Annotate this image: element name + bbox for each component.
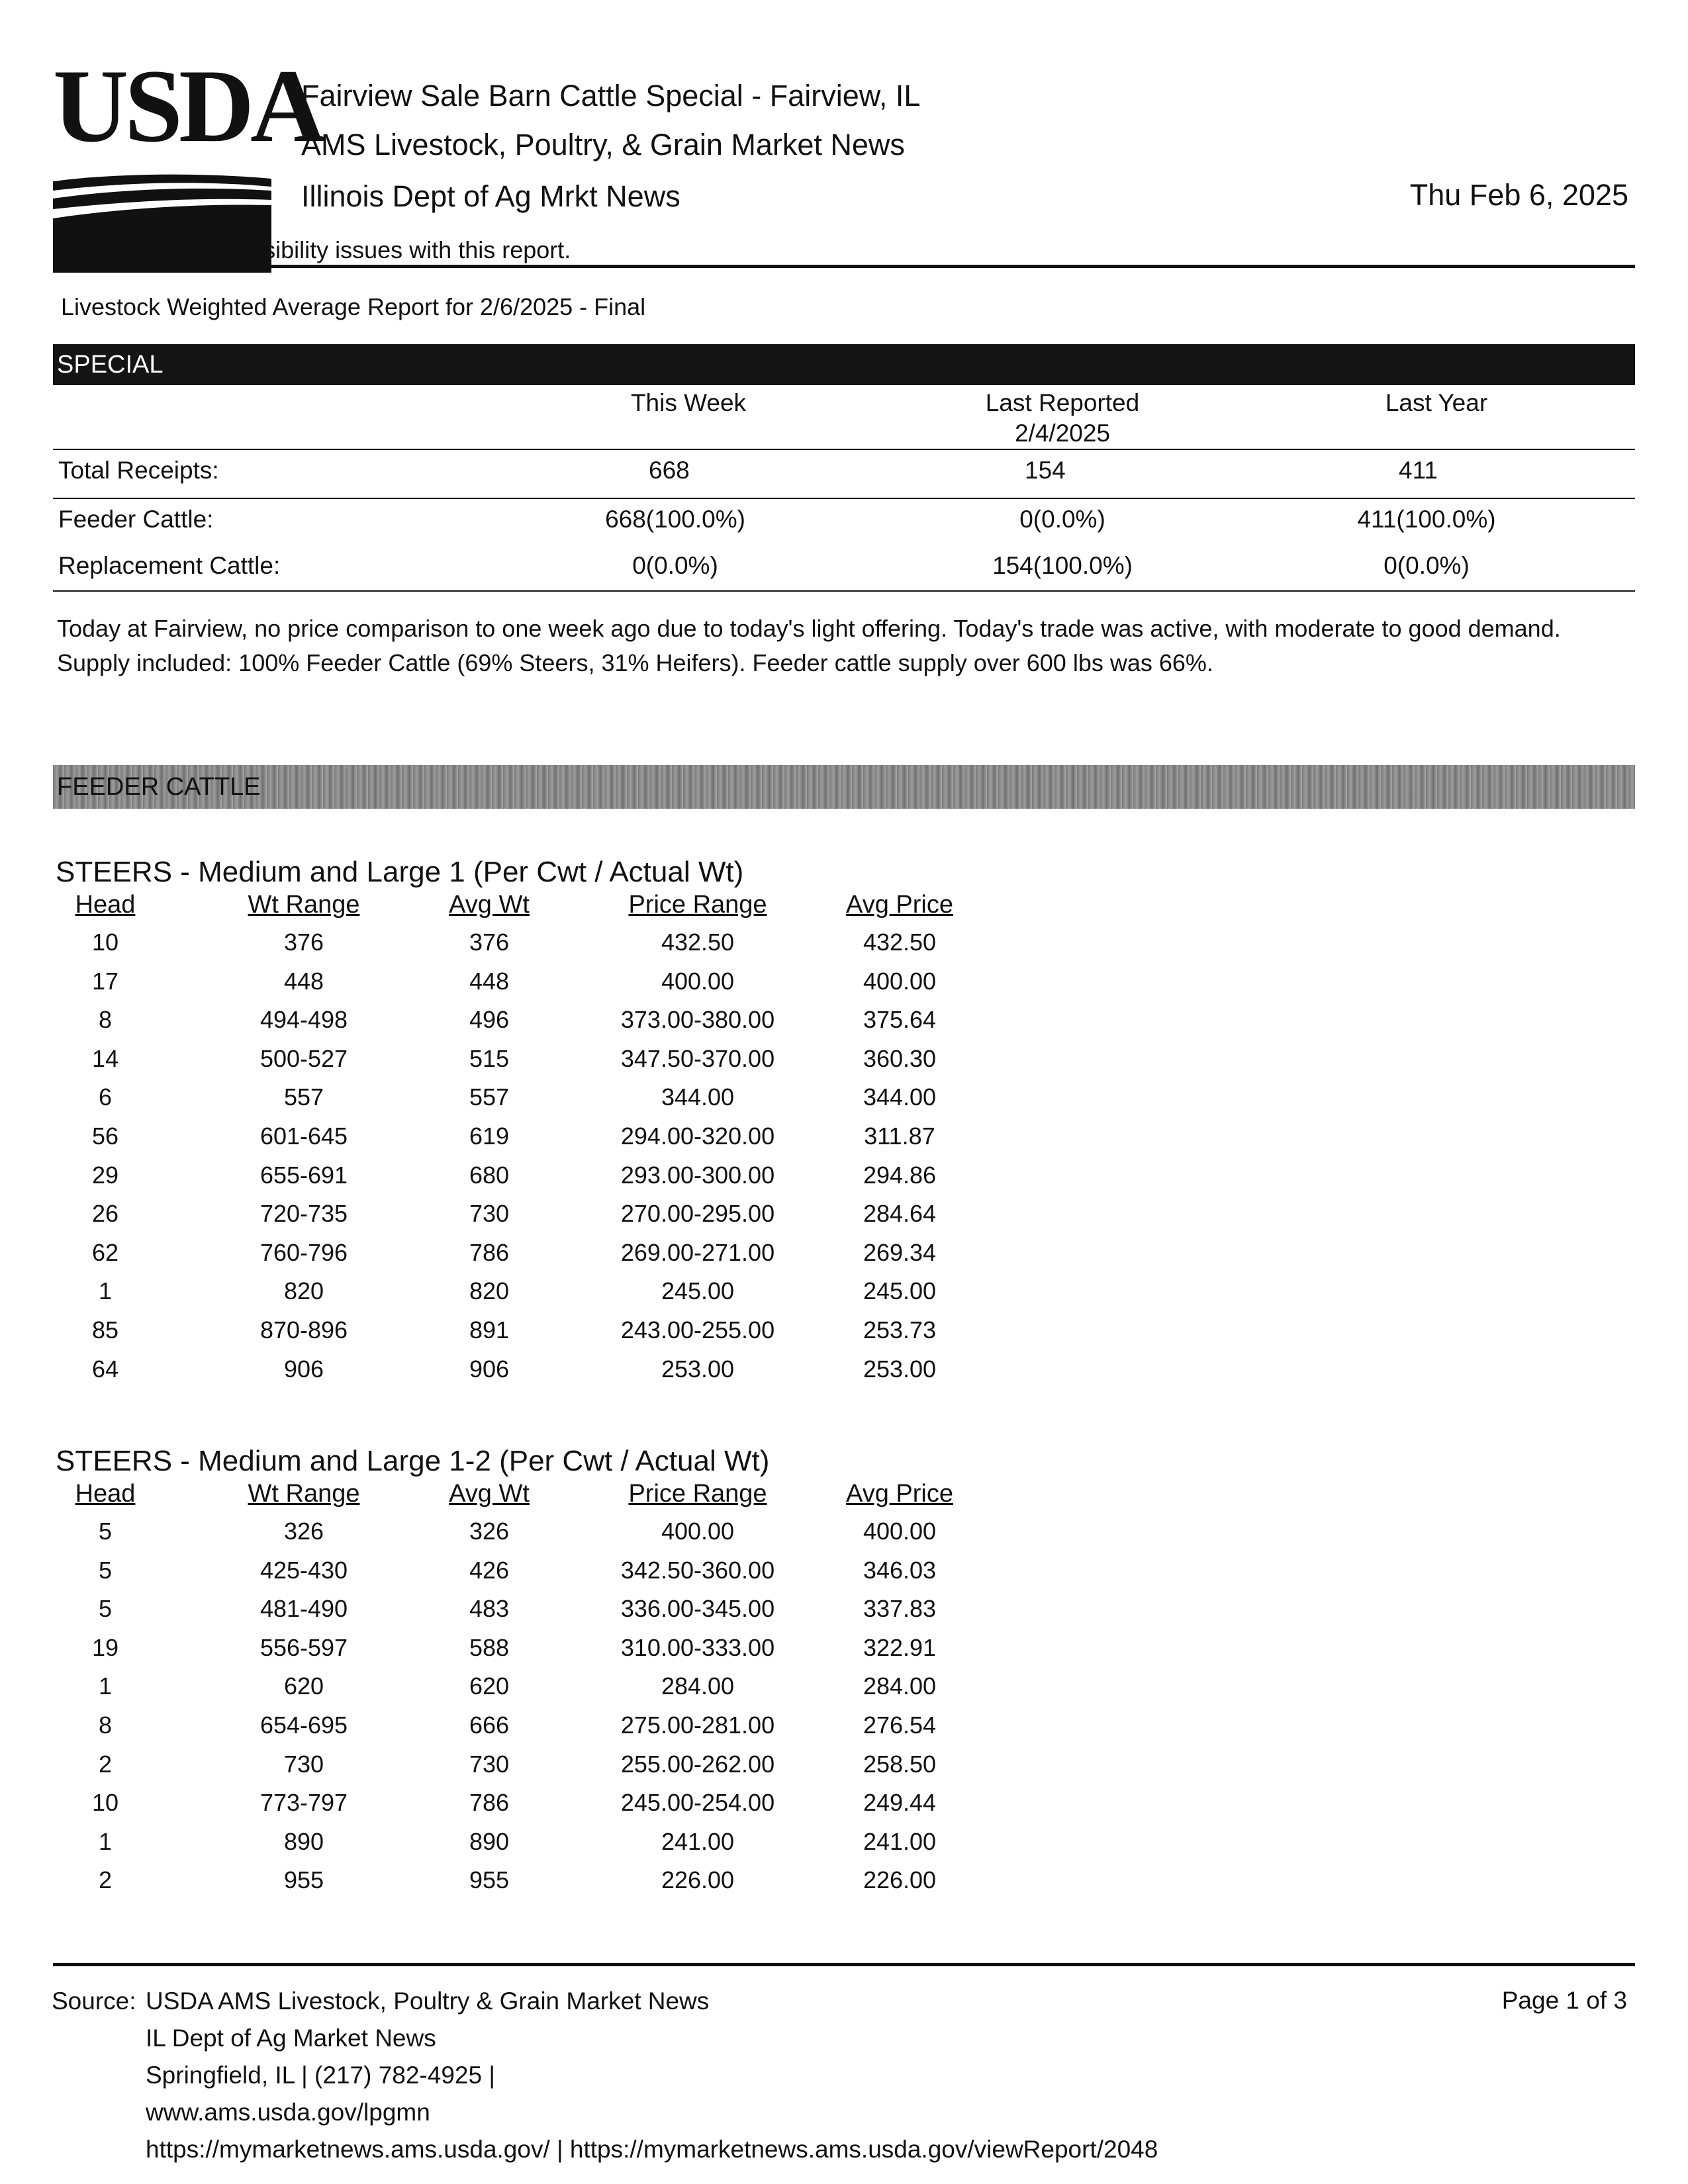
cell-head: 17 (91, 967, 119, 995)
table-row (56, 1080, 969, 1119)
cell-avg-wt: 557 (469, 1083, 510, 1111)
cell-head: 5 (98, 1556, 113, 1584)
col-header-last-year: Last Year (1385, 389, 1488, 416)
cell-price-range: 342.50-360.00 (620, 1556, 775, 1584)
cell-wt-range: 376 (283, 929, 324, 956)
cell-price-range: 344.00 (661, 1083, 735, 1111)
header-divider (53, 265, 1635, 268)
col-header-avg-wt: Avg Wt (449, 1480, 530, 1508)
replacement-cattle-this-week: 0(0.0%) (632, 552, 718, 579)
footer-source-label: Source: (52, 1987, 136, 2015)
feeder-cattle-section-bar (53, 765, 1635, 809)
cell-avg-price: 322.91 (863, 1633, 937, 1661)
cell-price-range: 336.00-345.00 (620, 1595, 775, 1623)
table-row (56, 964, 969, 1003)
table-row (56, 1747, 969, 1786)
cell-avg-wt: 483 (469, 1595, 510, 1623)
report-date: Thu Feb 6, 2025 (1409, 178, 1628, 212)
cell-avg-wt: 906 (469, 1355, 510, 1383)
cell-head: 1 (98, 1672, 113, 1700)
cell-head: 62 (91, 1238, 119, 1266)
table-row (56, 1786, 969, 1825)
cell-price-range: 400.00 (661, 1518, 735, 1545)
col-header-head: Head (75, 891, 136, 919)
cell-price-range: 270.00-295.00 (620, 1200, 775, 1228)
cell-avg-price: 337.83 (863, 1595, 937, 1623)
table-row (56, 1592, 969, 1631)
cell-wt-range: 773-797 (259, 1789, 348, 1817)
cell-avg-price: 226.00 (863, 1866, 937, 1894)
cell-price-range: 241.00 (661, 1827, 735, 1855)
col-header-avg-wt: Avg Wt (449, 891, 530, 919)
cell-wt-range: 326 (283, 1518, 324, 1545)
table-row (56, 1042, 969, 1081)
table-title-steers-1-2: STEERS - Medium and Large 1-2 (Per Cwt / Actual Wt) (56, 1445, 770, 1477)
summary-rule (53, 498, 1635, 499)
cell-head: 2 (98, 1750, 113, 1778)
cell-avg-price: 284.64 (863, 1200, 937, 1228)
cell-price-range: 243.00-255.00 (620, 1316, 775, 1343)
cell-avg-price: 241.00 (863, 1827, 937, 1855)
accessibility-email-link[interactable]: Email us with accessibility issues with this report. (54, 236, 571, 263)
cell-head: 8 (98, 1006, 113, 1034)
col-header-head: Head (75, 1480, 136, 1508)
cell-head: 2 (98, 1866, 113, 1894)
row-label-feeder-cattle: Feeder Cattle: (58, 506, 214, 533)
footer-website-link[interactable]: www.ams.usda.gov/lpgmn (146, 2099, 430, 2126)
table-row (56, 1863, 969, 1902)
summary-rule (53, 590, 1635, 592)
cell-avg-wt: 496 (469, 1006, 510, 1034)
page-number: Page 1 of 3 (1501, 1987, 1627, 2014)
total-receipts-this-week: 668 (649, 457, 690, 484)
cell-price-range: 400.00 (661, 967, 735, 995)
cell-avg-wt: 786 (469, 1238, 510, 1266)
cell-price-range: 269.00-271.00 (620, 1238, 775, 1266)
cell-price-range: 310.00-333.00 (620, 1633, 775, 1661)
cell-avg-wt: 680 (469, 1161, 510, 1189)
col-header-avg-price: Avg Price (846, 1480, 953, 1508)
cell-head: 10 (91, 1789, 119, 1817)
cell-avg-price: 360.30 (863, 1044, 937, 1072)
cell-wt-range: 760-796 (259, 1238, 348, 1266)
row-label-replacement-cattle: Replacement Cattle: (58, 552, 281, 579)
cell-avg-wt: 588 (469, 1633, 510, 1661)
cell-head: 1 (98, 1277, 113, 1305)
cell-avg-wt: 666 (469, 1711, 510, 1739)
cell-wt-range: 500-527 (259, 1044, 348, 1072)
table-row (56, 1003, 969, 1042)
cell-avg-wt: 730 (469, 1200, 510, 1228)
feeder-cattle-this-week: 668(100.0%) (605, 506, 745, 533)
cell-wt-range: 720-735 (259, 1200, 348, 1228)
footer-office-line: IL Dept of Ag Market News (146, 2025, 436, 2052)
col-header-price-range: Price Range (628, 891, 767, 919)
cell-avg-price: 294.86 (863, 1161, 937, 1189)
table-row (56, 1236, 969, 1275)
cell-avg-wt: 620 (469, 1672, 510, 1700)
cell-avg-wt: 619 (469, 1122, 510, 1150)
cell-avg-price: 245.00 (863, 1277, 937, 1305)
cell-avg-wt: 820 (469, 1277, 510, 1305)
table-row (56, 1825, 969, 1864)
cell-avg-wt: 891 (469, 1316, 510, 1343)
table-row (56, 925, 969, 964)
col-header-last-reported-date: 2/4/2025 (1014, 420, 1111, 447)
feeder-cattle-last-reported: 0(0.0%) (1019, 506, 1105, 533)
cell-price-range: 226.00 (661, 1866, 735, 1894)
table-row (56, 1553, 969, 1592)
cell-wt-range: 494-498 (259, 1006, 348, 1034)
table-row (56, 1197, 969, 1236)
cell-head: 5 (98, 1595, 113, 1623)
cell-avg-price: 253.73 (863, 1316, 937, 1343)
special-section-bar (53, 344, 1635, 385)
col-header-avg-price: Avg Price (846, 891, 953, 919)
cell-head: 1 (98, 1827, 113, 1855)
cell-wt-range: 955 (283, 1866, 324, 1894)
cell-avg-wt: 376 (469, 929, 510, 956)
cell-wt-range: 730 (283, 1750, 324, 1778)
table-row (56, 1352, 969, 1391)
cell-head: 5 (98, 1518, 113, 1545)
cell-avg-wt: 890 (469, 1827, 510, 1855)
cell-price-range: 373.00-380.00 (620, 1006, 775, 1034)
market-narrative: Today at Fairview, no price comparison to one week ago due to today's light offering. Today's trade was active, with moderate to good demand. Supply included: 100% Feeder Cattle (69% Steers, 31% Heifers). Feeder cattle supply over 600 lbs was 66%. (57, 615, 1561, 676)
cell-avg-price: 276.54 (863, 1711, 937, 1739)
cell-avg-wt: 426 (469, 1556, 510, 1584)
table-header-row (56, 1479, 969, 1518)
cell-wt-range: 556-597 (259, 1633, 348, 1661)
cell-avg-wt: 326 (469, 1518, 510, 1545)
cell-head: 56 (91, 1122, 119, 1150)
col-header-wt-range: Wt Range (248, 891, 360, 919)
report-title: Fairview Sale Barn Cattle Special - Fairview, IL (301, 79, 921, 113)
cell-wt-range: 655-691 (259, 1161, 348, 1189)
cell-price-range: 255.00-262.00 (620, 1750, 775, 1778)
table-header-row (56, 889, 969, 929)
cell-head: 85 (91, 1316, 119, 1343)
cell-avg-wt: 955 (469, 1866, 510, 1894)
cell-head: 26 (91, 1200, 119, 1228)
replacement-cattle-last-year: 0(0.0%) (1383, 552, 1470, 579)
total-receipts-last-reported: 154 (1025, 457, 1066, 484)
cell-price-range: 253.00 (661, 1355, 735, 1383)
feeder-cattle-last-year: 411(100.0%) (1357, 506, 1496, 533)
col-header-this-week: This Week (630, 389, 747, 416)
cell-avg-price: 258.50 (863, 1750, 937, 1778)
cell-avg-wt: 786 (469, 1789, 510, 1817)
cell-wt-range: 820 (283, 1277, 324, 1305)
row-label-total-receipts: Total Receipts: (58, 457, 219, 484)
report-subtitle: Livestock Weighted Average Report for 2/6/2025 - Final (61, 293, 646, 320)
cell-wt-range: 654-695 (259, 1711, 348, 1739)
cell-head: 14 (91, 1044, 119, 1072)
cell-price-range: 245.00-254.00 (620, 1789, 775, 1817)
cell-price-range: 245.00 (661, 1277, 735, 1305)
cell-price-range: 432.50 (661, 929, 735, 956)
cell-price-range: 347.50-370.00 (620, 1044, 775, 1072)
cell-wt-range: 906 (283, 1355, 324, 1383)
table-row (56, 1313, 969, 1352)
cell-wt-range: 425-430 (259, 1556, 348, 1584)
cell-head: 64 (91, 1355, 119, 1383)
table-title-steers-1: STEERS - Medium and Large 1 (Per Cwt / Actual Wt) (56, 856, 744, 888)
cell-price-range: 275.00-281.00 (620, 1711, 775, 1739)
feeder-cattle-section-label: FEEDER CATTLE (57, 773, 261, 801)
usda-logo (53, 48, 322, 213)
table-row (56, 1631, 969, 1670)
table-row (56, 1274, 969, 1313)
cell-avg-price: 432.50 (863, 929, 937, 956)
cell-avg-price: 346.03 (863, 1556, 937, 1584)
special-section-label: SPECIAL (57, 351, 164, 379)
footer-mymarketnews-links[interactable]: https://mymarketnews.ams.usda.gov/ | https://mymarketnews.ams.usda.gov/viewReport/2048 (146, 2136, 1158, 2163)
cell-price-range: 293.00-300.00 (620, 1161, 775, 1189)
cell-price-range: 294.00-320.00 (620, 1122, 775, 1150)
cell-avg-wt: 730 (469, 1750, 510, 1778)
table-row (56, 1514, 969, 1553)
cell-wt-range: 481-490 (259, 1595, 348, 1623)
cell-head: 6 (98, 1083, 113, 1111)
table-row (56, 1708, 969, 1747)
cell-avg-price: 344.00 (863, 1083, 937, 1111)
cell-avg-price: 311.87 (864, 1122, 935, 1150)
cell-wt-range: 890 (283, 1827, 324, 1855)
summary-rule (53, 449, 1635, 450)
report-agency: AMS Livestock, Poultry, & Grain Market News (301, 128, 905, 161)
cell-wt-range: 557 (283, 1083, 324, 1111)
cell-avg-price: 269.34 (863, 1238, 937, 1266)
footer-source-line: USDA AMS Livestock, Poultry & Grain Market News (146, 1987, 710, 2015)
footer-divider (53, 1963, 1635, 1966)
report-office: Illinois Dept of Ag Mrkt News (301, 179, 680, 213)
cell-wt-range: 870-896 (259, 1316, 348, 1343)
cell-avg-price: 400.00 (863, 1518, 937, 1545)
cell-head: 19 (91, 1633, 119, 1661)
footer-contact-line: Springfield, IL | (217) 782-4925 | (146, 2062, 495, 2089)
table-row (56, 1119, 969, 1158)
cell-head: 8 (98, 1711, 113, 1739)
replacement-cattle-last-reported: 154(100.0%) (992, 552, 1133, 579)
cell-avg-price: 253.00 (863, 1355, 937, 1383)
cell-avg-wt: 515 (469, 1044, 510, 1072)
cell-wt-range: 620 (283, 1672, 324, 1700)
cell-avg-price: 400.00 (863, 967, 937, 995)
col-header-price-range: Price Range (628, 1480, 767, 1508)
cell-avg-price: 375.64 (863, 1006, 937, 1034)
cell-price-range: 284.00 (661, 1672, 735, 1700)
cell-wt-range: 601-645 (259, 1122, 348, 1150)
cell-head: 10 (91, 929, 119, 956)
cell-head: 29 (91, 1161, 119, 1189)
cell-avg-price: 249.44 (863, 1789, 937, 1817)
cell-wt-range: 448 (283, 967, 324, 995)
col-header-wt-range: Wt Range (248, 1480, 360, 1508)
cell-avg-wt: 448 (469, 967, 510, 995)
total-receipts-last-year: 411 (1399, 457, 1438, 484)
usda-logo-text: USDA (53, 48, 322, 164)
table-row (56, 1669, 969, 1708)
table-row (56, 1158, 969, 1197)
col-header-last-reported: Last Reported (985, 389, 1140, 416)
cell-avg-price: 284.00 (863, 1672, 937, 1700)
